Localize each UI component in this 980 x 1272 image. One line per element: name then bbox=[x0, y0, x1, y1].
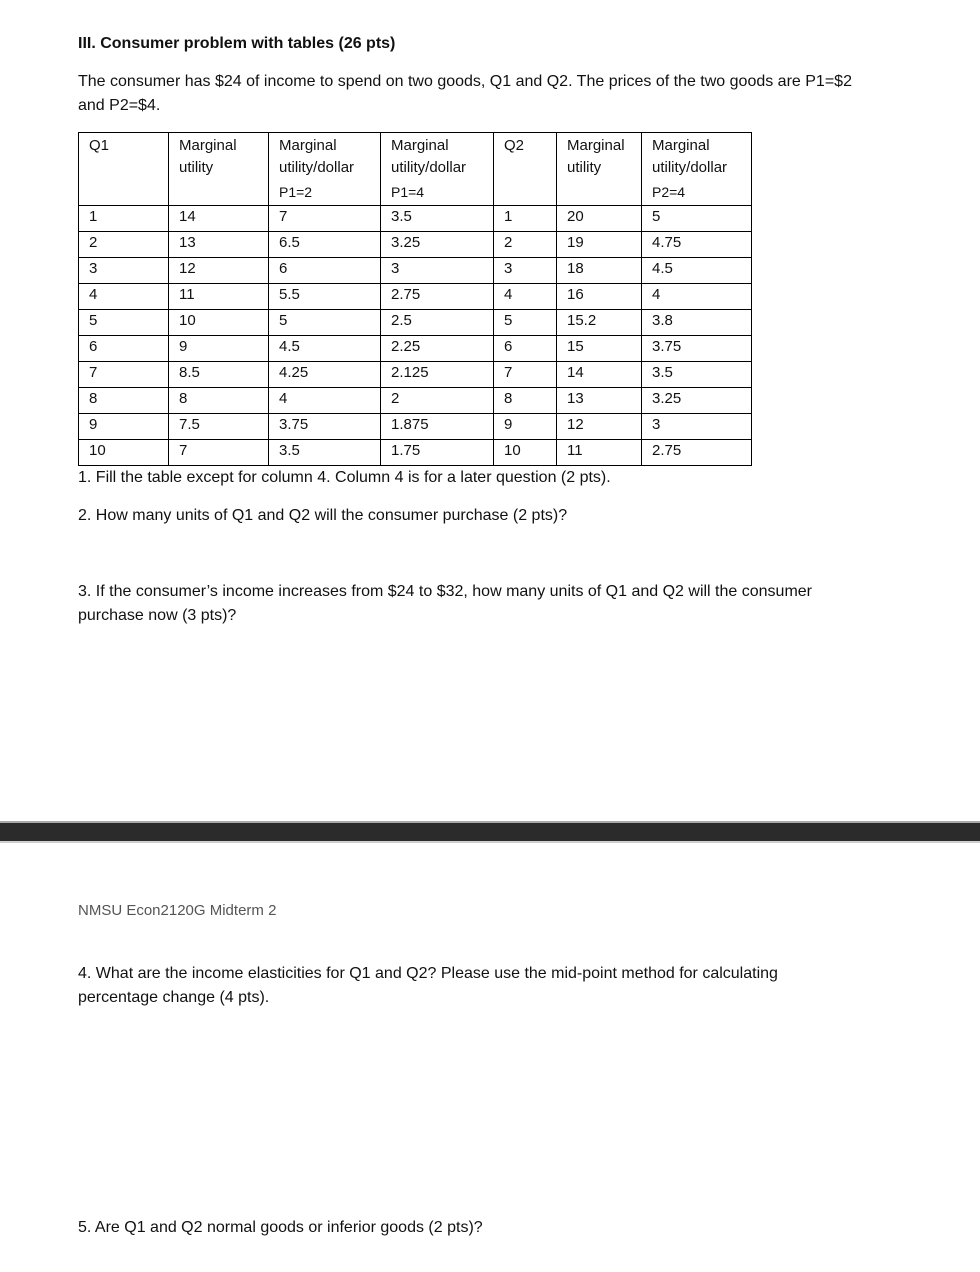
table-cell: 1.875 bbox=[381, 414, 494, 440]
table-cell: 9 bbox=[169, 336, 269, 362]
table-cell: 10 bbox=[79, 440, 169, 466]
table-row bbox=[79, 440, 752, 466]
table-cell: 3 bbox=[494, 258, 557, 284]
table-cell: 2.75 bbox=[381, 284, 494, 310]
table-body bbox=[79, 206, 752, 466]
table-row bbox=[79, 362, 752, 388]
table-cell: 11 bbox=[557, 440, 642, 466]
column-header-price: P2=4 bbox=[652, 184, 686, 200]
table-cell: 8.5 bbox=[169, 362, 269, 388]
section-heading: III. Consumer problem with tables (26 pts) bbox=[78, 35, 396, 52]
table-cell: 9 bbox=[494, 414, 557, 440]
table-cell: 14 bbox=[169, 206, 269, 232]
table-cell: 1 bbox=[79, 206, 169, 232]
column-header bbox=[169, 133, 269, 206]
column-header bbox=[269, 133, 381, 206]
table-row bbox=[79, 388, 752, 414]
table-cell: 2 bbox=[79, 232, 169, 258]
column-header-label: Q1 bbox=[89, 137, 110, 154]
column-header-label: Marginal utility/dollar bbox=[279, 137, 355, 176]
table-cell: 2.25 bbox=[381, 336, 494, 362]
table-cell: 3.75 bbox=[269, 414, 381, 440]
table-cell: 10 bbox=[494, 440, 557, 466]
table-cell: 3.25 bbox=[381, 232, 494, 258]
marginal-utility-table bbox=[78, 132, 752, 466]
table-cell: 8 bbox=[79, 388, 169, 414]
table-cell: 2.125 bbox=[381, 362, 494, 388]
page-footer: NMSU Econ2120G Midterm 2 bbox=[78, 902, 277, 919]
table-cell: 12 bbox=[557, 414, 642, 440]
table-row bbox=[79, 258, 752, 284]
column-header-price: P1=2 bbox=[279, 184, 313, 200]
table-header-row bbox=[79, 133, 752, 206]
table-row bbox=[79, 414, 752, 440]
column-header-label: Marginal utility/dollar bbox=[652, 137, 728, 176]
table-cell: 19 bbox=[557, 232, 642, 258]
table-cell: 8 bbox=[494, 388, 557, 414]
table-cell: 6 bbox=[269, 258, 381, 284]
table-cell: 3.5 bbox=[269, 440, 381, 466]
column-header-price: P1=4 bbox=[391, 184, 425, 200]
table-cell: 5 bbox=[79, 310, 169, 336]
table-cell: 5 bbox=[494, 310, 557, 336]
question-5: 5. Are Q1 and Q2 normal goods or inferior goods (2 pts)? bbox=[78, 1219, 483, 1236]
table-cell: 3 bbox=[381, 258, 494, 284]
table-cell: 1 bbox=[494, 206, 557, 232]
table-cell: 18 bbox=[557, 258, 642, 284]
table-cell: 3.5 bbox=[381, 206, 494, 232]
table-cell: 9 bbox=[79, 414, 169, 440]
column-header bbox=[79, 133, 169, 206]
table-cell: 7 bbox=[494, 362, 557, 388]
table-row bbox=[79, 336, 752, 362]
table-cell: 11 bbox=[169, 284, 269, 310]
table-cell: 13 bbox=[557, 388, 642, 414]
table-cell: 6.5 bbox=[269, 232, 381, 258]
table-cell: 20 bbox=[557, 206, 642, 232]
table-cell: 3.5 bbox=[642, 362, 752, 388]
table-cell: 3.75 bbox=[642, 336, 752, 362]
table-cell: 10 bbox=[169, 310, 269, 336]
table-cell: 4.5 bbox=[642, 258, 752, 284]
table-cell: 13 bbox=[169, 232, 269, 258]
table-cell: 15.2 bbox=[557, 310, 642, 336]
table-row bbox=[79, 310, 752, 336]
question-3: 3. If the consumer’s income increases from $24 to $32, how many units of Q1 and Q2 will the consumer purchase now (3 pts)? bbox=[78, 583, 812, 624]
table-cell: 7 bbox=[269, 206, 381, 232]
table-cell: 4.75 bbox=[642, 232, 752, 258]
table-cell: 4 bbox=[494, 284, 557, 310]
table-cell: 5.5 bbox=[269, 284, 381, 310]
table-cell: 4 bbox=[269, 388, 381, 414]
table-cell: 4 bbox=[79, 284, 169, 310]
table-cell: 6 bbox=[79, 336, 169, 362]
table-cell: 4.5 bbox=[269, 336, 381, 362]
table-cell: 16 bbox=[557, 284, 642, 310]
table-cell: 2 bbox=[381, 388, 494, 414]
column-header-label: Marginal utility bbox=[567, 137, 625, 176]
table-cell: 2.5 bbox=[381, 310, 494, 336]
table-cell: 2.75 bbox=[642, 440, 752, 466]
column-header-label: Marginal utility/dollar bbox=[391, 137, 467, 176]
table-row bbox=[79, 284, 752, 310]
table-row bbox=[79, 232, 752, 258]
column-header bbox=[557, 133, 642, 206]
question-4: 4. What are the income elasticities for Q1 and Q2? Please use the mid-point method for calculating percentage change (4 pts). bbox=[78, 965, 778, 1006]
table-cell: 6 bbox=[494, 336, 557, 362]
table-cell: 2 bbox=[494, 232, 557, 258]
table-cell: 4 bbox=[642, 284, 752, 310]
column-header bbox=[381, 133, 494, 206]
table-cell: 3.8 bbox=[642, 310, 752, 336]
column-header-label: Marginal utility bbox=[179, 137, 237, 176]
table-cell: 7 bbox=[79, 362, 169, 388]
table-cell: 5 bbox=[642, 206, 752, 232]
table-cell: 5 bbox=[269, 310, 381, 336]
table-cell: 3.25 bbox=[642, 388, 752, 414]
table-cell: 8 bbox=[169, 388, 269, 414]
column-header bbox=[642, 133, 752, 206]
table-cell: 7.5 bbox=[169, 414, 269, 440]
table-cell: 14 bbox=[557, 362, 642, 388]
problem-intro: The consumer has $24 of income to spend on two goods, Q1 and Q2. The prices of the two goods are P1=$2 and P2=$4. bbox=[78, 73, 852, 114]
table-cell: 1.75 bbox=[381, 440, 494, 466]
table-cell: 12 bbox=[169, 258, 269, 284]
table-cell: 4.25 bbox=[269, 362, 381, 388]
table-cell: 15 bbox=[557, 336, 642, 362]
table-row bbox=[79, 206, 752, 232]
question-1: 1. Fill the table except for column 4. Column 4 is for a later question (2 pts). bbox=[78, 469, 611, 486]
column-header bbox=[494, 133, 557, 206]
table-cell: 3 bbox=[79, 258, 169, 284]
question-2: 2. How many units of Q1 and Q2 will the consumer purchase (2 pts)? bbox=[78, 507, 568, 524]
column-header-label: Q2 bbox=[504, 137, 525, 154]
page-break-bar bbox=[0, 821, 980, 843]
table-cell: 7 bbox=[169, 440, 269, 466]
table-cell: 3 bbox=[642, 414, 752, 440]
